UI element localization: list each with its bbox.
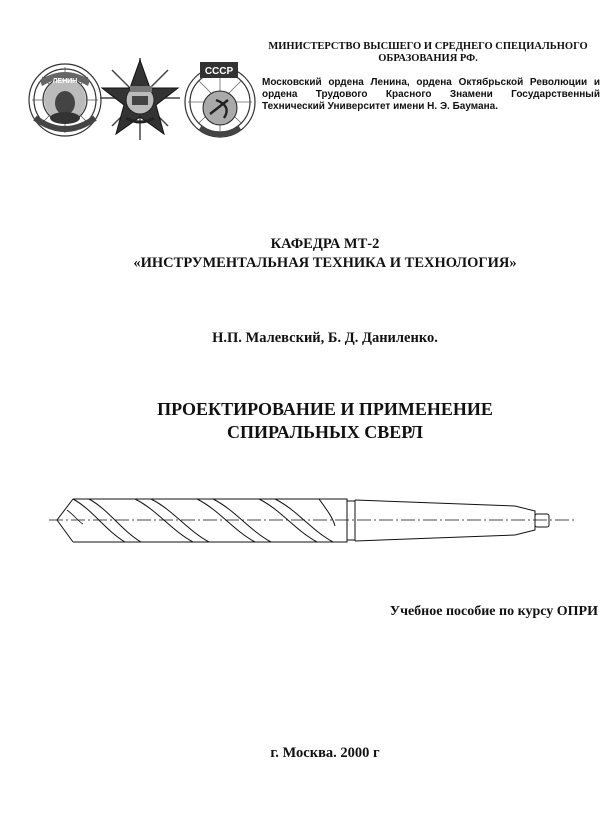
- department-code: КАФЕДРА МТ-2: [270, 236, 380, 252]
- order-of-lenin-icon: [29, 64, 101, 136]
- title-line: ПРОЕКТИРОВАНИЕ И ПРИМЕНЕНИЕ: [157, 399, 493, 419]
- order-of-red-banner-of-labour-icon: [185, 62, 255, 137]
- order-emblems: [20, 48, 260, 148]
- title-line: СПИРАЛЬНЫХ СВЕРЛ: [227, 422, 423, 442]
- ministry-line: МИНИСТЕРСТВО ВЫСШЕГО И СРЕДНЕГО СПЕЦИАЛЬНОГО: [268, 41, 588, 52]
- ministry-line: ОБРАЗОВАНИЯ РФ.: [378, 53, 478, 64]
- department-name: «ИНСТРУМЕНТАЛЬНАЯ ТЕХНИКА И ТЕХНОЛОГИЯ»: [133, 255, 517, 271]
- course-subtitle: Учебное пособие по курсу ОПРИ: [389, 604, 598, 619]
- department: [40, 235, 610, 273]
- twist-drill-icon: [45, 490, 580, 550]
- authors: Н.П. Малевский, Б. Д. Даниленко.: [212, 330, 438, 346]
- university-name: Московский ордена Ленина, ордена Октябрьской Революции и ордена Трудового Красного Знамени Государственный Технический Университет имени Н. Э. Баумана.: [262, 77, 600, 112]
- order-of-october-revolution-icon: [100, 58, 180, 140]
- place-and-year: г. Москва. 2000 г: [270, 745, 380, 761]
- ussr-order-label: СССР: [204, 66, 234, 77]
- lenin-order-label: ЛЕНИН: [52, 78, 78, 85]
- document-title: [20, 398, 615, 444]
- ministry-title: [262, 41, 594, 65]
